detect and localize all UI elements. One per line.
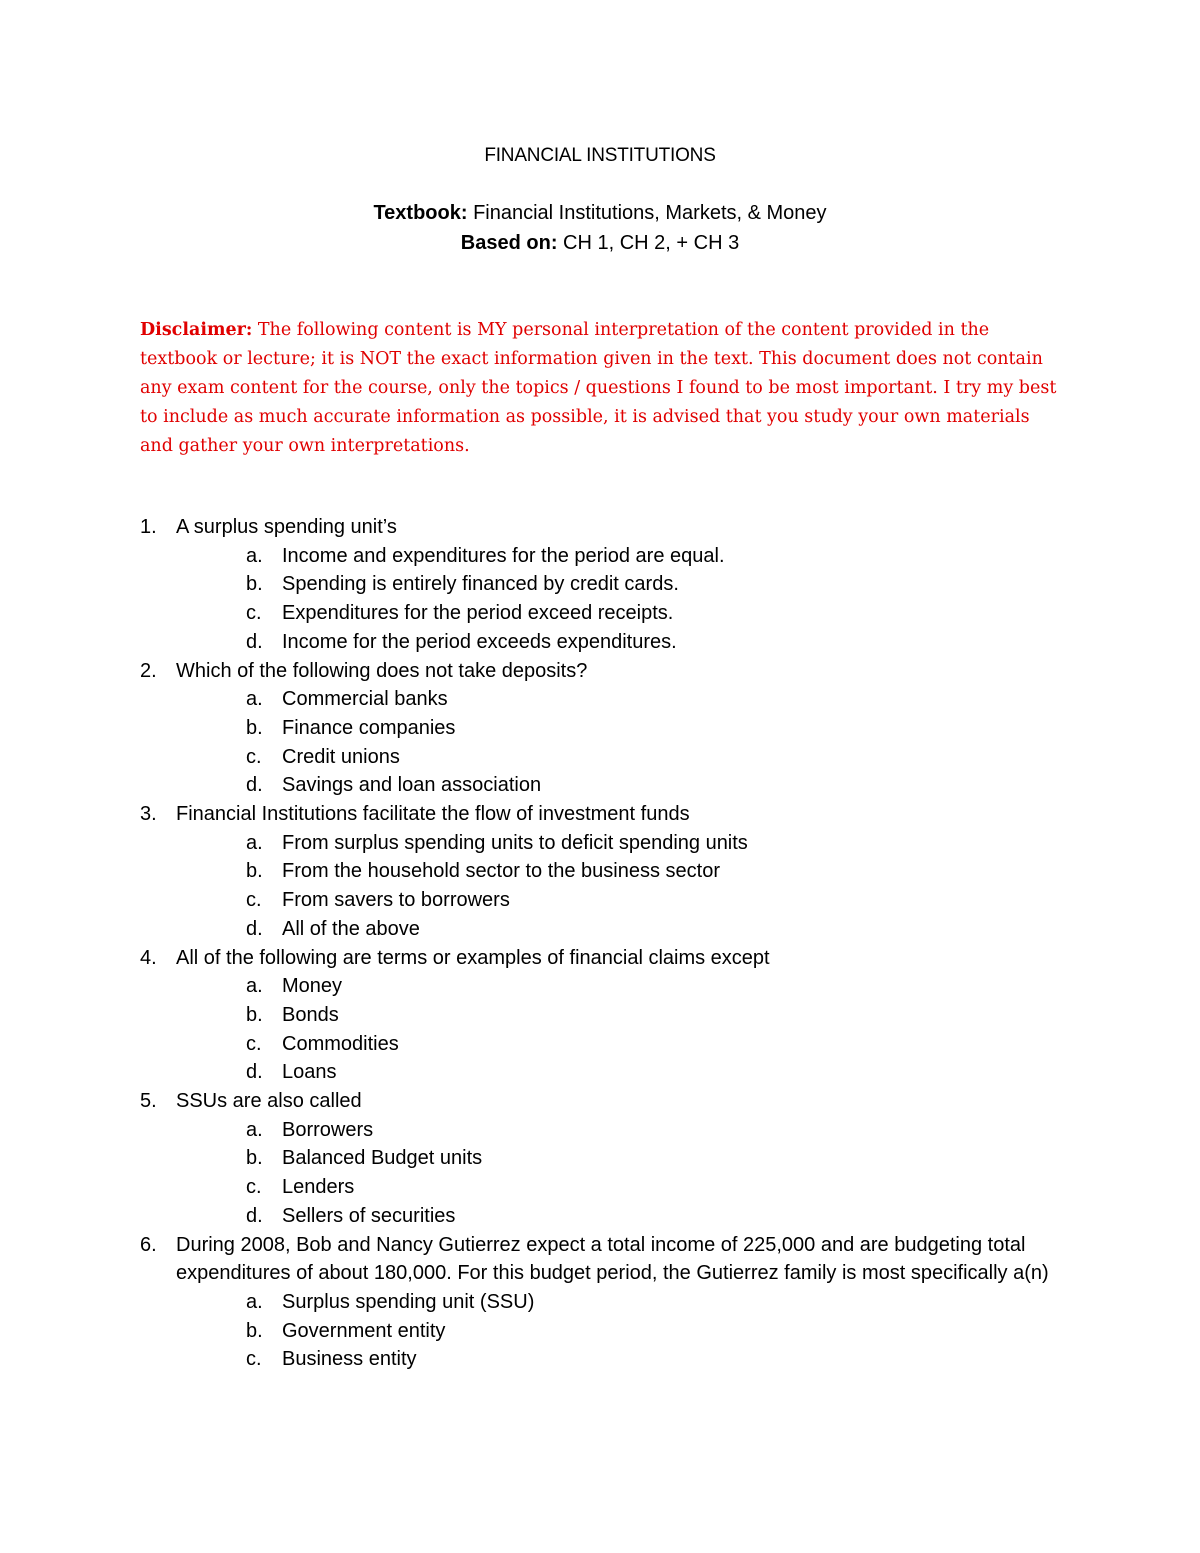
based-on-label: Based on:	[460, 232, 558, 254]
question-item	[140, 657, 1065, 801]
option-letter: a.	[246, 1118, 263, 1141]
option-text: Loans	[282, 1061, 337, 1084]
textbook-value: Financial Institutions, Markets, & Money	[467, 202, 827, 224]
question-number: 1.	[140, 516, 157, 538]
disclaimer-paragraph	[140, 316, 1065, 461]
option-text: Bonds	[282, 1003, 339, 1026]
option-item	[176, 829, 1065, 858]
question-number: 4.	[140, 946, 157, 969]
based-on-line	[0, 232, 1200, 255]
option-letter: c.	[246, 1348, 262, 1371]
option-letter: c.	[246, 602, 262, 625]
option-item	[176, 1317, 1065, 1346]
question-text: Financial Institutions facilitate the flow of investment funds	[176, 803, 690, 826]
option-text: Commodities	[282, 1032, 399, 1055]
question-text: Which of the following does not take deposits?	[176, 659, 588, 682]
option-item	[176, 1288, 1065, 1317]
disclaimer-text: The following content is MY personal interpretation of the content provided in the textbook or lecture; it is NOT the exact information given in the text. This document does not contain any exam content for the course, only the topics / questions I found to be most important. I try my best to include as much accurate information as possible, it is advised that you study your own materials and gather your own interpretations.	[140, 320, 1057, 456]
option-letter: a.	[246, 975, 263, 998]
document-title: FINANCIAL INSTITUTIONS	[484, 145, 716, 166]
option-text: Savings and loan association	[282, 774, 542, 797]
option-text: Spending is entirely financed by credit cards.	[282, 573, 679, 596]
option-item	[176, 1173, 1065, 1202]
option-list	[176, 685, 1065, 800]
option-letter: a.	[246, 831, 263, 854]
option-text: Government entity	[282, 1319, 446, 1342]
option-item	[176, 1202, 1065, 1231]
question-number: 6.	[140, 1233, 157, 1256]
option-text: Surplus spending unit (SSU)	[282, 1290, 535, 1313]
option-text: Balanced Budget units	[282, 1147, 483, 1170]
option-text: From surplus spending units to deficit spending units	[282, 831, 748, 854]
option-letter: b.	[246, 1147, 263, 1170]
option-letter: b.	[246, 1319, 263, 1342]
option-text: From savers to borrowers	[282, 889, 510, 912]
based-on-value: CH 1, CH 2, + CH 3	[557, 232, 740, 254]
question-text: All of the following are terms or examples of financial claims except	[176, 946, 770, 969]
option-item	[176, 1345, 1065, 1374]
option-text: Expenditures for the period exceed receipts.	[282, 602, 674, 625]
option-text: Sellers of securities	[282, 1204, 456, 1227]
option-list	[176, 829, 1065, 944]
option-list	[176, 972, 1065, 1087]
option-list	[176, 1288, 1065, 1374]
option-letter: d.	[246, 1204, 263, 1227]
option-item	[176, 628, 1065, 657]
option-letter: b.	[246, 573, 263, 596]
option-text: Credit unions	[282, 745, 400, 768]
option-text: All of the above	[282, 917, 420, 940]
option-letter: d.	[246, 630, 263, 653]
option-letter: c.	[246, 745, 262, 768]
option-letter: a.	[246, 544, 263, 567]
option-text: Finance companies	[282, 716, 456, 739]
option-item	[176, 1144, 1065, 1173]
option-text: Money	[282, 975, 343, 998]
option-item	[176, 915, 1065, 944]
option-item	[176, 886, 1065, 915]
option-item	[176, 743, 1065, 772]
option-letter: a.	[246, 1290, 263, 1313]
question-item	[140, 1087, 1065, 1231]
question-item	[140, 1231, 1065, 1375]
question-number: 2.	[140, 659, 157, 682]
question-list	[140, 513, 1065, 1374]
option-letter: d.	[246, 774, 263, 797]
option-item	[176, 857, 1065, 886]
option-item	[176, 542, 1065, 571]
question-item	[140, 513, 1065, 657]
option-item	[176, 685, 1065, 714]
option-letter: a.	[246, 688, 263, 711]
option-list	[176, 1116, 1065, 1231]
option-text: Lenders	[282, 1176, 355, 1199]
option-list	[176, 542, 1065, 657]
question-number: 5.	[140, 1090, 157, 1113]
textbook-line	[0, 202, 1200, 225]
question-item	[140, 944, 1065, 1088]
option-text: Income and expenditures for the period are equal.	[282, 544, 725, 567]
option-text: Business entity	[282, 1348, 417, 1371]
option-item	[176, 1058, 1065, 1087]
option-letter: b.	[246, 860, 263, 883]
option-item	[176, 972, 1065, 1001]
option-letter: d.	[246, 917, 263, 940]
option-text: Income for the period exceeds expenditures.	[282, 630, 677, 653]
option-item	[176, 771, 1065, 800]
question-number: 3.	[140, 803, 157, 826]
textbook-label: Textbook:	[373, 202, 468, 224]
option-item	[176, 714, 1065, 743]
option-item	[176, 1001, 1065, 1030]
option-item	[176, 1116, 1065, 1145]
option-letter: c.	[246, 889, 262, 912]
question-text: During 2008, Bob and Nancy Gutierrez expect a total income of 225,000 and are budgeting total expenditures of about 180,000. For this budget period, the Gutierrez family is most specifically a(n)	[176, 1233, 1049, 1285]
option-item	[176, 599, 1065, 628]
option-text: Commercial banks	[282, 688, 448, 711]
option-letter: b.	[246, 1003, 263, 1026]
option-text: Borrowers	[282, 1118, 374, 1141]
question-item	[140, 800, 1065, 944]
question-text: A surplus spending unit’s	[176, 516, 397, 538]
option-text: From the household sector to the business sector	[282, 860, 721, 883]
option-letter: d.	[246, 1061, 263, 1084]
option-item	[176, 1030, 1065, 1059]
question-text: SSUs are also called	[176, 1090, 362, 1113]
option-letter: c.	[246, 1176, 262, 1199]
option-letter: c.	[246, 1032, 262, 1055]
option-item	[176, 570, 1065, 599]
option-letter: b.	[246, 716, 263, 739]
disclaimer-label: Disclaimer:	[140, 320, 253, 340]
